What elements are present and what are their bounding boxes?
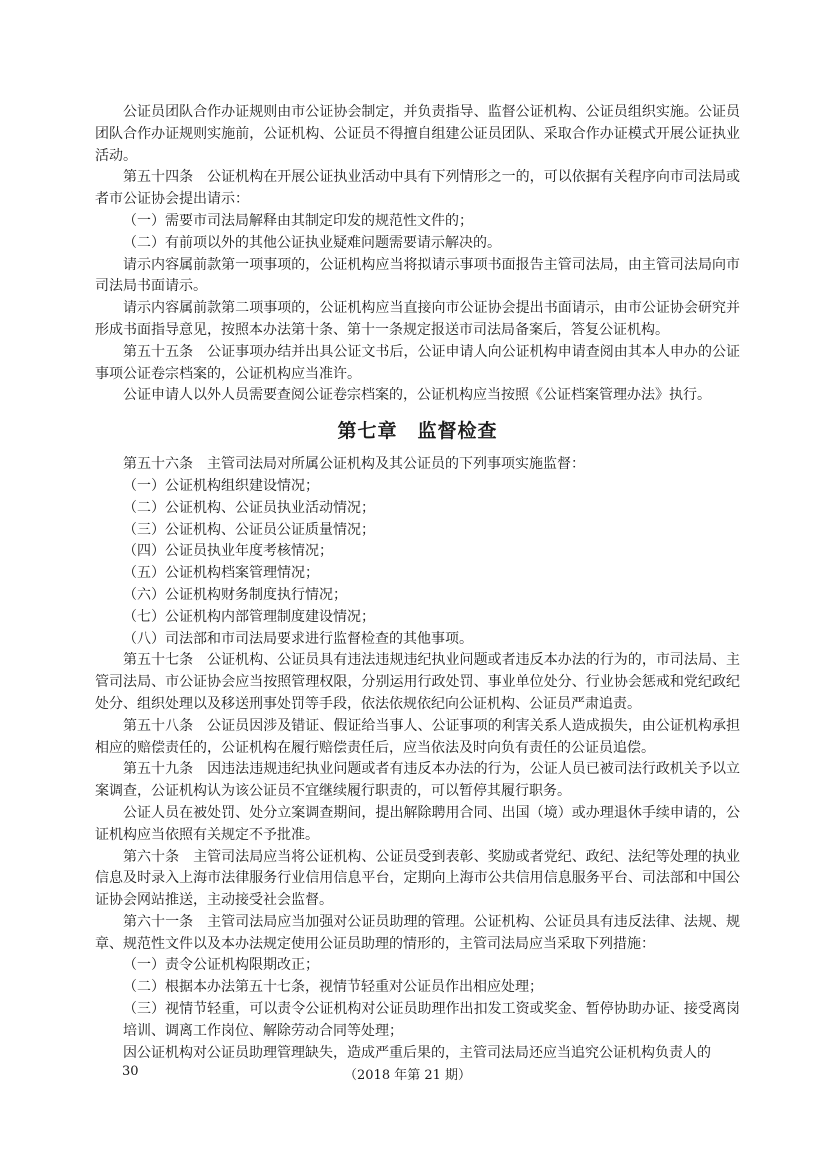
section-before-chapter: [95, 102, 740, 407]
chapter-heading: [95, 414, 740, 448]
paragraph: 请示内容属前款第二项事项的，公证机构应当直接向市公证协会提出书面请示，由市公证协会研究并形成书面指导意见，按照本办法第十条、第十一条规定报送市司法局备案后，答复公证机构。: [95, 300, 740, 338]
list-item: （二）有前项以外的其他公证执业疑难问题需要请示解决的。: [123, 234, 501, 251]
list-item: （六）公证机构财务制度执行情况；: [123, 586, 347, 603]
list-item: （七）公证机构内部管理制度建设情况；: [123, 608, 375, 625]
page-number: 30: [122, 1064, 139, 1079]
list-item: （一）公证机构组织建设情况；: [123, 477, 319, 494]
list-item: （一）责令公证机构限期改正；: [123, 957, 319, 974]
list-item: （一）需要市司法局解释由其制定印发的规范性文件的；: [123, 212, 473, 229]
list-item: （二）根据本办法第五十七条，视情节轻重对公证员作出相应处理；: [123, 979, 543, 996]
section-chapter-seven: [95, 454, 740, 1064]
document-body: [95, 102, 740, 1064]
issue-label: （2018 年第 21 期）: [344, 1068, 472, 1083]
paragraph: 第五十五条 公证事项办结并出具公证文书后，公证申请人向公证机构申请查阅由其本人申办的公证事项公证卷宗档案的，公证机构应当准许。: [95, 343, 740, 382]
list-item: （八）司法部和市司法局要求进行监督检查的其他事项。: [123, 630, 473, 647]
paragraph: 第五十八条 公证员因涉及错证、假证给当事人、公证事项的利害关系人造成损失，由公证机构承担相应的赔偿责任的，公证机构在履行赔偿责任后，应当依法及时向负有责任的公证员追偿。: [95, 717, 740, 756]
chapter-number: 第七章: [337, 420, 398, 443]
list-item: （五）公证机构档案管理情况；: [123, 565, 319, 582]
list-item: （二）公证机构、公证员执业活动情况；: [123, 499, 375, 516]
paragraph: 第五十六条 主管司法局对所属公证机构及其公证员的下列事项实施监督：: [123, 456, 585, 473]
paragraph: 请示内容属前款第一项事项的，公证机构应当将拟请示事项书面报告主管司法局，由主管司法局向市司法局书面请示。: [95, 256, 740, 295]
paragraph: 第六十一条 主管司法局应当加强对公证员助理的管理。公证机构、公证员具有违反法律、法规、规章、规范性文件以及本办法规定使用公证员助理的情形的，主管司法局应当采取下列措施：: [95, 913, 740, 952]
list-item: （四）公证员执业年度考核情况；: [123, 543, 333, 560]
list-item: （三）视情节轻重，可以责令公证机构对公证员助理作出扣发工资或奖金、暂停协助办证、接受离岗培训、调离工作岗位、解除劳动合同等处理；: [123, 1001, 740, 1039]
paragraph: 公证人员在被处罚、处分立案调查期间，提出解除聘用合同、出国（境）或办理退休手续申请的，公证机构应当依照有关规定不予批准。: [95, 804, 740, 843]
chapter-title: 监督检查: [417, 420, 498, 443]
list-item: （三）公证机构、公证员公证质量情况；: [123, 521, 375, 538]
paragraph: 公证申请人以外人员需要查阅公证卷宗档案的，公证机构应当按照《公证档案管理办法》执行。: [123, 387, 711, 404]
page-footer: [122, 1064, 722, 1084]
paragraph: 因公证机构对公证员助理管理缺失，造成严重后果的，主管司法局还应当追究公证机构负责人的: [123, 1044, 711, 1061]
paragraph: 第五十四条 公证机构在开展公证执业活动中具有下列情形之一的，可以依据有关程序向市司法局或者市公证协会提出请示：: [95, 169, 740, 208]
paragraph: 第六十条 主管司法局应当将公证机构、公证员受到表彰、奖励或者党纪、政纪、法纪等处理的执业信息及时录入上海市法律服务行业信用信息平台，定期向上海市公共信用信息服务平台、司法部和中国公证协会网站推送，主动接受社会监督。: [95, 848, 740, 909]
paragraph: 第五十七条 公证机构、公证员具有违法违规违纪执业问题或者违反本办法的行为的，市司法局、主管司法局、市公证协会应当按照管理权限，分别运用行政处罚、事业单位处分、行业协会惩戒和党纪政纪处分、组织处理以及移送刑事处罚等手段，依法依规依纪向公证机构、公证员严肃追责。: [95, 652, 740, 712]
paragraph: 第五十九条 因违法违规违纪执业问题或者有违反本办法的行为，公证人员已被司法行政机关予以立案调查，公证机构认为该公证员不宜继续履行职责的，可以暂停其履行职务。: [95, 761, 740, 800]
paragraph: 公证员团队合作办证规则由市公证协会制定，并负责指导、监督公证机构、公证员组织实施。公证员团队合作办证规则实施前，公证机构、公证员不得擅自组建公证员团队、采取合作办证模式开展公证执业活动。: [95, 104, 740, 164]
